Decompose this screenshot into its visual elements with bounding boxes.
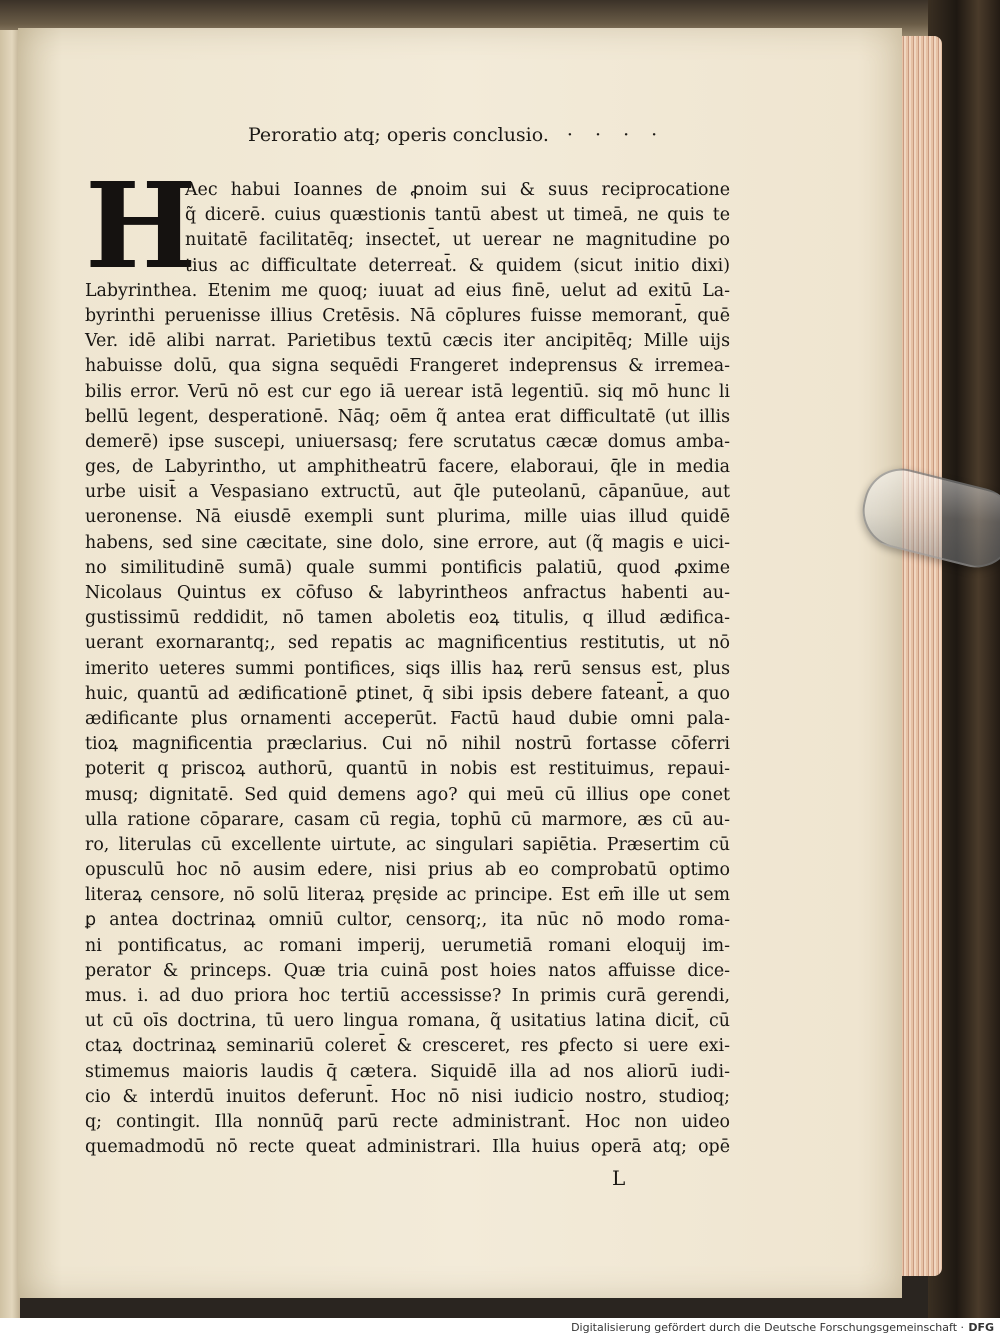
text-line: cio & interdū inuitos deferunt̄. Hoc nō nisi iudicio nostro, studioq;	[85, 1086, 730, 1107]
body-text	[85, 156, 730, 1160]
text-line: habens, sed sine cæcitate, sine dolo, sine errore, aut (q̃ magis e uici-	[85, 532, 730, 553]
text-line: nuitatē facilitatēq; insectet̄, ut uerear ne magnitudine po	[185, 230, 730, 251]
text-line: mus. i. ad duo priora hoc tertiū accessisse? In primis curā gerendi,	[85, 986, 730, 1006]
section-heading	[248, 124, 665, 146]
text-line: huic, quantū ad ædificationē ꝑtinet, q̄ sibi ipsis debere fateant̄, a quo	[85, 683, 730, 704]
text-line: poterit q priscoꝝ authorū, quantū in nobis est restituimus, repaui-	[85, 759, 730, 780]
text-line: ni pontificatus, ac romani imperij, uerumetiā romani eloquij im-	[85, 935, 730, 956]
text-line: ꝑ antea doctrinaꝝ omniū cultor, censorq;, ita nūc nō modo roma-	[85, 910, 730, 931]
text-line: ueronense. Nā eiusdē exempli sunt plurima, mille uias illud quidē	[85, 507, 730, 528]
text-line: uerant exornarantq;, sed repatis ac magnificentius restitutis, ut nō	[85, 633, 730, 654]
footer-bar	[0, 1318, 1000, 1339]
dfg-logo-icon: DFG	[968, 1321, 994, 1334]
signature-mark: L	[612, 1166, 626, 1190]
text-line: bilis error. Verū nō est cur ego iā uerear istā legentiū. siq mō hunc li	[85, 381, 730, 402]
text-line: perator & princeps. Quæ tria cuinā post hoies natos affuisse dice-	[85, 960, 730, 981]
heading-text: Peroratio atq; operis conclusio.	[248, 124, 549, 146]
text-line: stimemus maioris laudis q̄ cætera. Siquidē illa ad nos aliorū iudi-	[85, 1061, 730, 1082]
text-line: opusculū hoc nō ausim edere, nisi prius ab eo comprobatū optimo	[85, 860, 730, 881]
text-line: literaꝝ censore, nō solū literaꝝ pręside ac principe. Est em̄ ille ut sem	[85, 885, 730, 906]
text-line: ut cū oīs doctrina, tū uero lingua romana, q̃ usitatius latina dicit̄, cū	[85, 1011, 730, 1032]
text-line: demerē) ipse suscepi, uniuersasq; fere scrutatus cæcæ domus amba-	[85, 431, 730, 452]
text-line: tius ac difficultate deterreat̄. & quidem (sicut initio dixi)	[185, 255, 730, 276]
text-line: Ver. idē alibi narrat. Parietibus textū cæcis iter ancipitēq; Mille uijs	[85, 331, 730, 352]
text-line: Labyrinthea. Etenim me quoq; iuuat ad eius finē, uelut ad exitū La-	[85, 280, 730, 301]
text-line: habuisse dolū, qua signa sequēdi Frangeret indeprensus & irremea-	[85, 356, 730, 377]
text-line: tioꝝ magnificentia præclarius. Cui nō nihil nostrū fortasse cōferri	[85, 734, 730, 755]
text-line: ulla ratione cōparare, casam cū regia, tophū cū marmore, æs cū au-	[85, 809, 730, 830]
facing-page-edge	[0, 30, 20, 1318]
text-line: bellū legent, desperationē. Nāq; oēm q̃ antea erat difficultatē (ut illis	[85, 406, 730, 427]
text-line: ctaꝝ doctrinaꝝ seminariū coleret̄ & cresceret, res ꝑfecto si uere exi-	[85, 1036, 730, 1057]
text-line: byrinthi peruenisse illius Cretēsis. Nā cōplures fuisse memorant̄, quē	[85, 305, 730, 326]
text-line: quemadmodū nō recte queat administrari. Illa huius operā atq; opē	[85, 1137, 730, 1158]
page-fore-edge	[896, 36, 942, 1276]
text-line: urbe uisit̄ a Vespasiano extructū, aut q̄le puteolanū, cāpanūue, aut	[85, 482, 730, 503]
text-line: ges, de Labyrintho, ut amphitheatrū facere, elaboraui, q̄le in media	[85, 457, 730, 478]
text-line: ædificante plus ornamenti acceperūt. Factū haud dubie omni pala-	[85, 708, 730, 729]
text-line: gustissimū reddidit, nō tamen aboletis eoꝝ titulis, q illud ædifica-	[85, 608, 730, 629]
text-line: q̃ dicerē. cuius quæstionis tantū abest ut timeā, ne quis te	[185, 205, 730, 226]
text-line: imerito ueteres summi pontifices, siqs illis haꝝ rerū sensus est, plus	[85, 658, 730, 679]
text-line: ro, literulas cū excellente uirtute, ac singulari sapiētia. Præsertim cū	[85, 834, 730, 855]
footer-credit: Digitalisierung gefördert durch die Deutsche Forschungsgemeinschaft ·	[571, 1321, 964, 1334]
decorated-initial: H	[85, 156, 197, 295]
text-line: Aec habui Ioannes de ꝓnoim sui & suus reciprocatione	[185, 180, 730, 200]
text-line: Nicolaus Quintus ex cōfuso & labyrintheos anfractus habenti au-	[85, 583, 730, 603]
text-line: no similitudinē sumā) quale summi pontificis palatiū, quod ꝓxime	[85, 557, 730, 578]
text-line: musq; dignitatē. Sed quid demens ago? qui meū cū illius ope conet	[85, 784, 730, 805]
text-line: q; contingit. Illa nonnūq̄ parū recte administrant̄. Hoc non uideo	[85, 1111, 730, 1132]
heading-dots: · · · ·	[566, 124, 666, 146]
